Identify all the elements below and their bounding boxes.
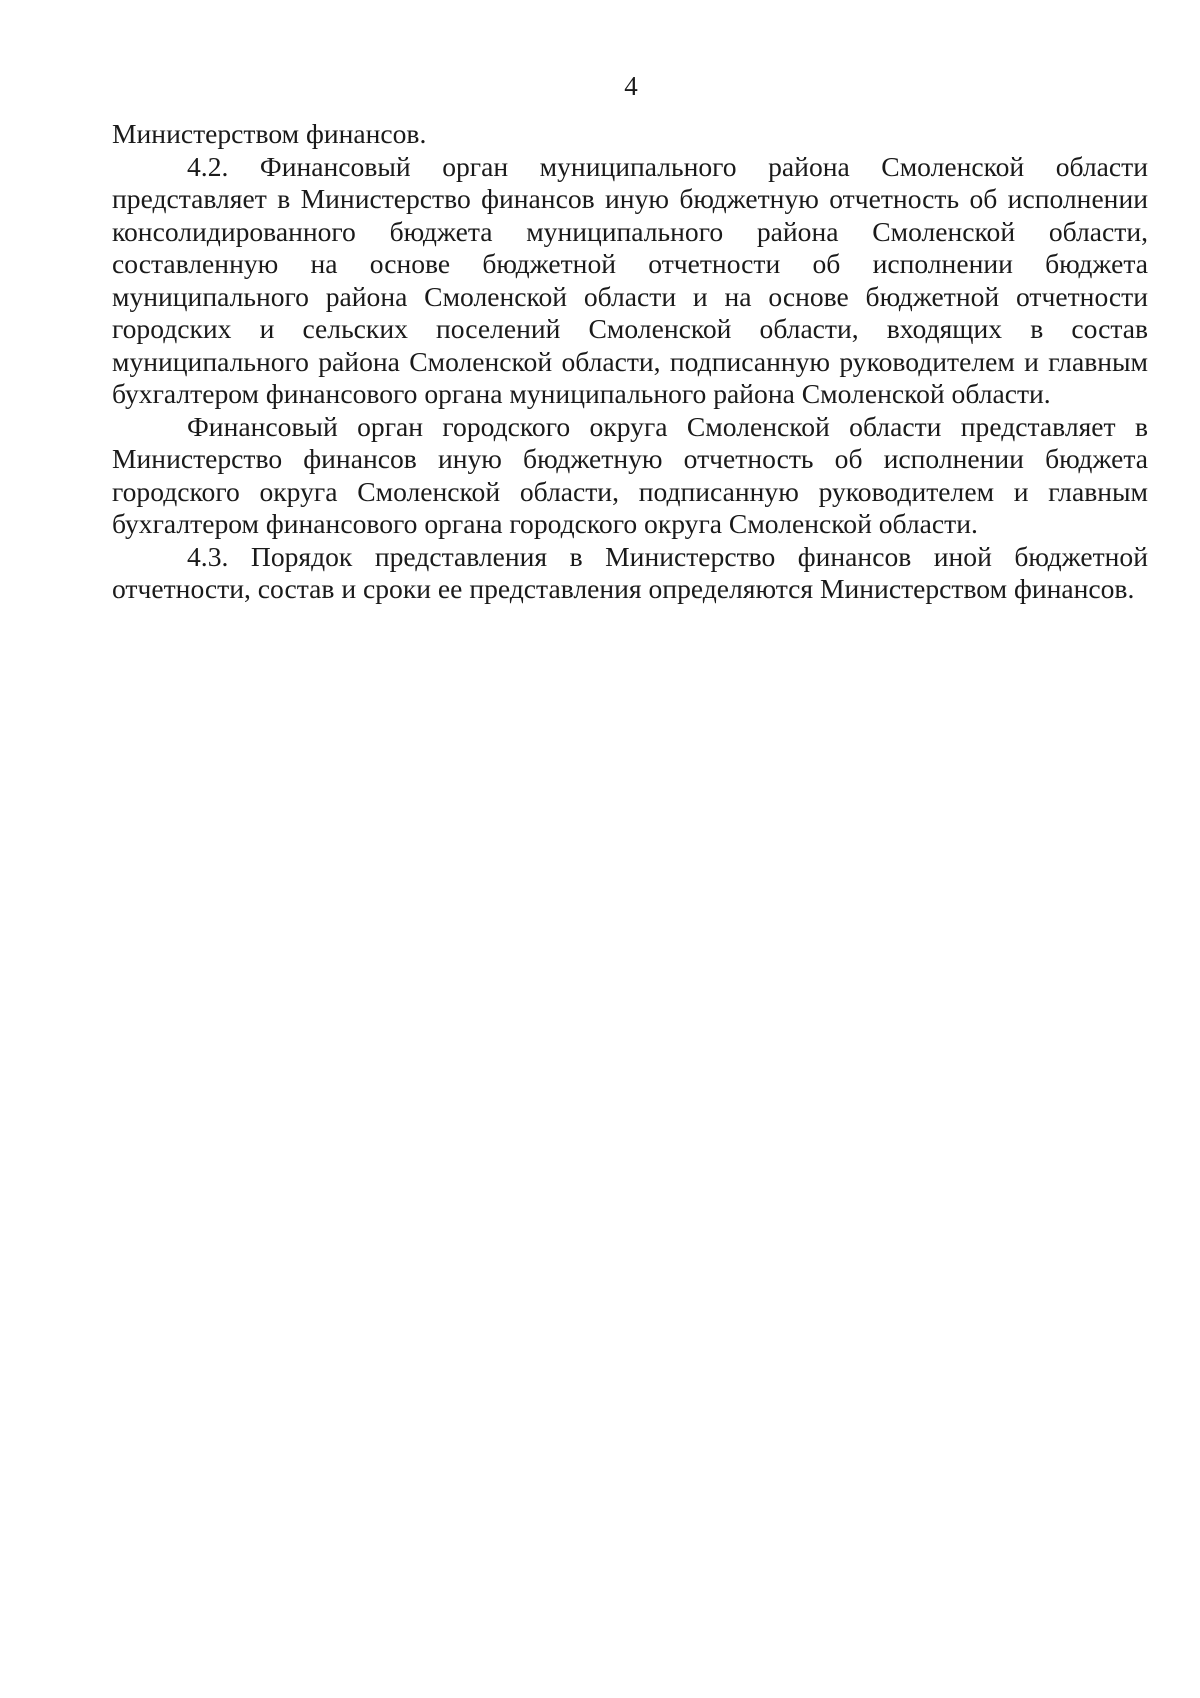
paragraph-4-2: 4.2. Финансовый орган муниципального района Смоленской области представляет в Министерство финансов иную бюджетную отчетность об исполнении консолидированного бюджета муниципального района Смоленской области, составленную на основе бюджетной отчетности об исполнении бюджета муниципального района Смоленской области и на основе бюджетной отчетности городских и сельских поселений Смоленской области, входящих в состав муниципального района Смоленской области, подписанную руководителем и главным бухгалтером финансового органа муниципального района Смоленской области. (112, 150, 1148, 409)
paragraph-city-district: Финансовый орган городского округа Смоленской области представляет в Министерство финансов иную бюджетную отчетность об исполнении бюджета городского округа Смоленской области, подписанную руководителем и главным бухгалтером финансового органа городского округа Смоленской области. (112, 410, 1148, 539)
paragraph-4-3: 4.3. Порядок представления в Министерство финансов иной бюджетной отчетности, состав и сроки ее представления определяются Министерством финансов. (112, 540, 1148, 604)
page-number: 4 (624, 71, 638, 101)
paragraph-continuation: Министерством финансов. (112, 118, 427, 149)
document-body (112, 118, 1148, 606)
